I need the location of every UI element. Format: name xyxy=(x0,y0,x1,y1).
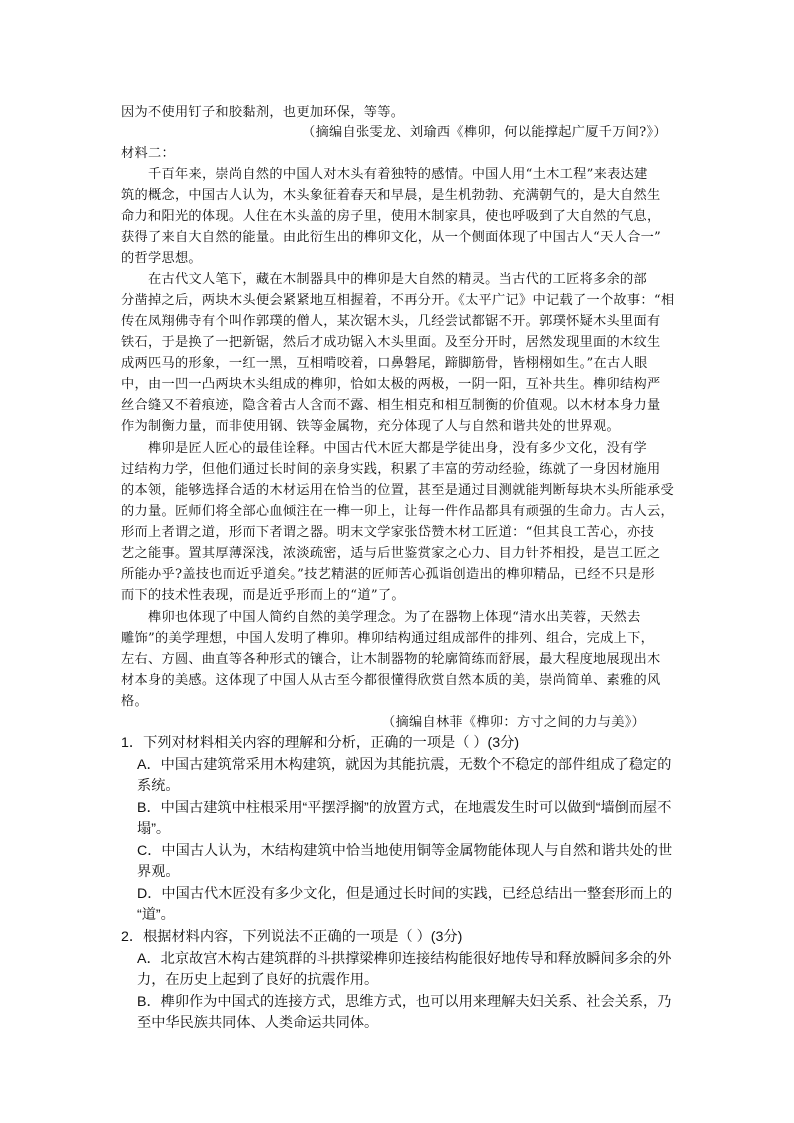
paragraph-line: 的力量。匠师们将全部心血倾注在一榫一卯上，让每一件作品都具有顽强的生命力。古人云， xyxy=(121,504,674,519)
q1-option-d-cont: “道”。 xyxy=(137,907,175,923)
source-citation-1: （摘编自张雯龙、刘瑜西《榫卯，何以能撑起广厦千万间?》） xyxy=(302,125,667,140)
q2-option-b-cont: 至中华民族共同体、人类命运共同体。 xyxy=(137,1015,379,1031)
paragraph-line: 的哲学思想。 xyxy=(121,251,202,266)
paragraph-line: 艺之能事。置其厚薄深浅，浓淡疏密，适与后世鉴赏家之心力、目力针芥相投，是岂工匠之 xyxy=(121,546,661,561)
paragraph-line: 千百年来，崇尚自然的中国人对木头有着独特的感情。中国人用“土木工程”来表达建 xyxy=(148,167,648,182)
material-two-heading: 材料二： xyxy=(121,146,175,161)
q1-option-b-cont: 塌”。 xyxy=(137,821,171,837)
q1-option-a-cont: 系统。 xyxy=(137,778,180,794)
paragraph-line: 过结构力学，但他们通过长时间的亲身实践，积累了丰富的劳动经验，练就了一身因材施用 xyxy=(121,462,661,477)
paragraph-line: 在古代文人笔下，藏在木制器具中的榫卯是大自然的精灵。当古代的工匠将多余的部 xyxy=(148,272,648,287)
paragraph-line: 传在凤翔佛寺有个叫作郭璞的僧人，某次锯木头，几经尝试都锯不开。郭璞怀疑木头里面有 xyxy=(121,314,661,329)
paragraph-line: 榫卯是匠人匠心的最佳诠释。中国古代木匠大都是学徒出身，没有多少文化，没有学 xyxy=(148,441,648,456)
q1-option-a: A．中国古建筑常采用木构建筑，就因为其能抗震，无数个不稳定的部件组成了稳定的 xyxy=(137,757,672,773)
paragraph-line: 铁石，于是换了一把新锯，然后才成功锯入木头里面。及至分开时，居然发现里面的木纹生 xyxy=(121,335,661,350)
paragraph-line: 雕饰”的美学理想，中国人发明了榫卯。榫卯结构通过组成部件的排列、组合，完成上下， xyxy=(121,631,655,646)
q1-option-b: B．中国古建筑中柱根采用“平摆浮搁”的放置方式，在地震发生时可以做到“墙倒而屋不 xyxy=(137,800,672,816)
paragraph-line: 形而上者谓之道，形而下者谓之器。明末文学家张岱赞木材工匠道：“但其良工苦心，亦技 xyxy=(121,525,655,540)
intro-line: 因为不使用钉子和胶黏剂，也更加环保，等等。 xyxy=(121,105,405,120)
paragraph-line: 所能办乎?盖技也而近乎道矣。”技艺精湛的匠师苦心孤诣创造出的榫卯精品，已经不只是形 xyxy=(121,567,655,582)
q2-option-b: B．榫卯作为中国式的连接方式，思维方式，也可以用来理解夫妇关系、社会关系，乃 xyxy=(137,994,672,1010)
q1-option-d: D．中国古代木匠没有多少文化，但是通过长时间的实践，已经总结出一整套形而上的 xyxy=(137,886,673,902)
paragraph-line: 中，由一凹一凸两块木头组成的榫卯，恰如太极的两极，一阴一阳，互补共生。榫卯结构严 xyxy=(121,377,661,392)
paragraph-line: 筑的概念，中国古人认为，木头象征着春天和早晨，是生机勃勃、充满朝气的，是大自然生 xyxy=(121,188,661,203)
paragraph-line: 而下的技术性表现，而是近乎形而上的“道”了。 xyxy=(121,588,405,603)
paragraph-line: 丝合缝又不着痕迹，隐含着古人含而不露、相生相克和相互制衡的价值观。以木材本身力量 xyxy=(121,398,661,413)
paragraph-line: 分凿掉之后，两块木头便会紧紧地互相握着，不再分开。《太平广记》中记载了一个故事：“相 xyxy=(121,293,675,308)
q2-option-a: A．北京故宫木构古建筑群的斗拱撑梁榫卯连接结构能很好地传导和释放瞬间多余的外 xyxy=(137,951,672,967)
source-citation-2: （摘编自林菲《榫卯：方寸之间的力与美》） xyxy=(382,715,646,730)
paragraph-line: 格。 xyxy=(121,694,148,709)
paragraph-line: 获得了来自大自然的能量。由此衍生出的榫卯文化，从一个侧面体现了中国古人“天人合一” xyxy=(121,230,662,245)
paragraph-line: 命力和阳光的体现。人住在木头盖的房子里，使用木制家具，使也呼吸到了大自然的气息， xyxy=(121,209,661,224)
paragraph-line: 材本身的美感。这体现了中国人从古至今都很懂得欣赏自然本质的美，崇尚简单、素雅的风 xyxy=(121,673,661,688)
q2-option-a-cont: 力，在历史上起到了良好的抗震作用。 xyxy=(137,972,379,988)
paragraph-line: 左右、方圆、曲直等各种形式的镶合，让木制器物的轮廓简练而舒展，最大程度地展现出木 xyxy=(121,652,661,667)
q1-option-c: C．中国古人认为，木结构建筑中恰当地使用铜等金属物能体现人与自然和谐共处的世 xyxy=(137,843,673,859)
paragraph-line: 成两匹马的形象，一红一黑，互相啃咬着，口鼻磐尾，蹄脚筋骨，皆栩栩如生。”在古人眼 xyxy=(121,356,648,371)
question-2-stem: 2．根据材料内容，下列说法不正确的一项是（ ）(3分) xyxy=(121,929,463,945)
q1-option-c-cont: 界观。 xyxy=(137,864,180,880)
question-1-stem: 1．下列对材料相关内容的理解和分析，正确的一项是（ ）(3分) xyxy=(121,735,520,751)
paragraph-line: 的本领，能够选择合适的木材运用在恰当的位置，甚至是通过目测就能判断每块木头所能承受 xyxy=(121,483,674,498)
paragraph-line: 榫卯也体现了中国人简约自然的美学理念。为了在器物上体现“清水出芙蓉，天然去 xyxy=(148,610,641,625)
paragraph-line: 作为制衡力量，而非使用钢、铁等金属物，充分体现了人与自然和谐共处的世界观。 xyxy=(121,419,621,434)
